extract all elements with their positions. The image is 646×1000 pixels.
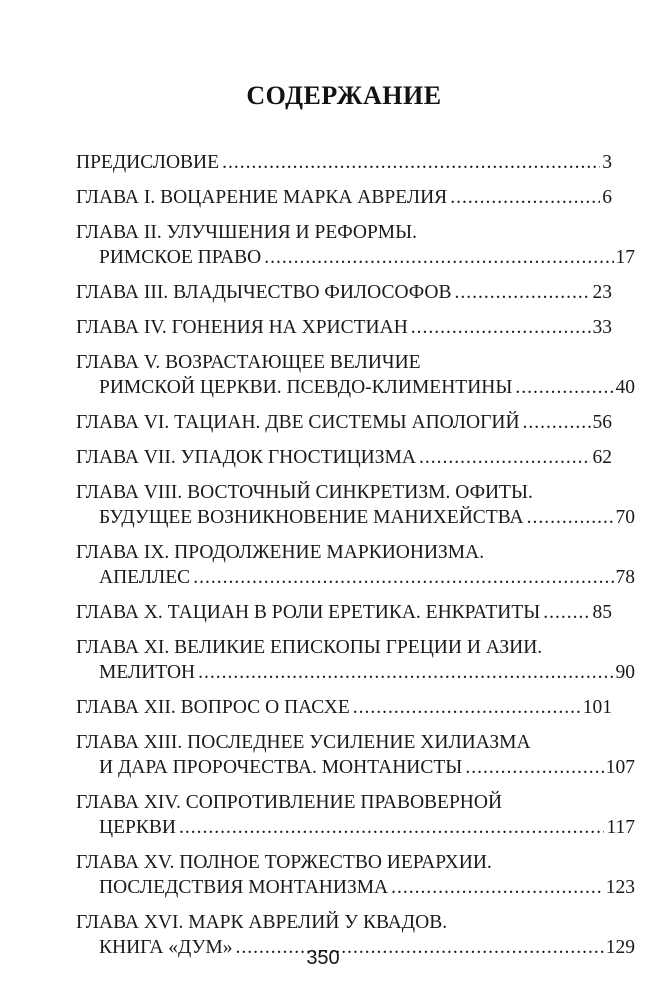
toc-page-number: 123 [605,877,635,898]
toc-entry-first-line: ГЛАВА XVI. МАРК АВРЕЛИЙ У КВАДОВ. [76,912,448,933]
toc-entry-first-line: ГЛАВА XIV. СОПРОТИВЛЕНИЕ ПРАВОВЕРНОЙ [76,792,503,813]
toc-entry-text: И ДАРА ПРОРОЧЕСТВА. МОНТАНИСТЫ [99,757,463,778]
toc-entry-last-line [76,875,635,900]
dot-leader [193,565,613,590]
toc-entry-last-line [76,565,635,590]
toc-entry-text: МЕЛИТОН [99,662,196,683]
toc-entry [76,730,635,780]
toc-list [76,150,635,960]
page-title: СОДЕРЖАНИЕ [246,81,442,110]
toc-page-number: 62 [592,447,612,468]
toc-entry-text: ГЛАВА I. ВОЦАРЕНИЕ МАРКА АВРЕЛИЯ [76,187,448,208]
dot-leader [353,695,581,720]
toc-entry-text: БУДУЩЕЕ ВОЗНИКНОВЕНИЕ МАНИХЕЙСТВА [99,507,524,528]
toc-entry-last-line [76,315,612,340]
toc-entry-last-line [76,445,612,470]
toc-entry [76,850,635,900]
toc-entry-text: ГЛАВА VI. ТАЦИАН. ДВЕ СИСТЕМЫ АПОЛОГИЙ [76,412,520,433]
toc-entry [76,410,612,435]
toc-page-number: 90 [615,662,635,683]
toc-entry [76,350,635,400]
toc-page-number: 78 [615,567,635,588]
toc-page-number: 129 [605,937,635,958]
dot-leader [198,660,613,685]
toc-entry [76,540,635,590]
toc-page-number: 107 [605,757,635,778]
toc-page-number: 17 [615,247,635,268]
toc-page-number: 117 [606,817,635,838]
toc-entry [76,280,612,305]
toc-entry-first-line: ГЛАВА V. ВОЗРАСТАЮЩЕЕ ВЕЛИЧИЕ [76,352,421,373]
toc-entry-text: ЦЕРКВИ [99,817,176,838]
dot-leader [527,505,614,530]
toc-entry [76,150,612,175]
toc-entry-first-line: ГЛАВА XV. ПОЛНОЕ ТОРЖЕСТВО ИЕРАРХИИ. [76,852,492,873]
toc-entry-last-line [76,600,612,625]
dot-leader [264,245,613,270]
toc-entry-last-line [76,150,612,175]
dot-leader [465,755,603,780]
dot-leader [543,600,590,625]
toc-entry-text: ГЛАВА IV. ГОНЕНИЯ НА ХРИСТИАН [76,317,408,338]
toc-entry-text: РИМСКОЙ ЦЕРКВИ. ПСЕВДО-КЛИМЕНТИНЫ [99,377,513,398]
dot-leader [419,445,591,470]
toc-page-number: 101 [582,697,612,718]
dot-leader [450,185,600,210]
toc-entry [76,220,635,270]
dot-leader [455,280,591,305]
toc-page-number: 85 [592,602,612,623]
toc-entry [76,695,612,720]
toc-entry-last-line [76,695,612,720]
toc-entry-text: ГЛАВА VII. УПАДОК ГНОСТИЦИЗМА [76,447,416,468]
toc-entry-first-line: ГЛАВА IX. ПРОДОЛЖЕНИЕ МАРКИОНИЗМА. [76,542,485,563]
toc-entry-text: ПОСЛЕДСТВИЯ МОНТАНИЗМА [99,877,389,898]
toc-entry-last-line [76,815,635,840]
toc-entry [76,480,635,530]
toc-entry [76,315,612,340]
toc-entry-text: АПЕЛЛЕС [99,567,191,588]
toc-page-number: 6 [602,187,612,208]
toc-page-number: 3 [602,152,612,173]
toc-page-number: 33 [592,317,612,338]
toc-entry-last-line [76,280,612,305]
toc-entry-text: КНИГА «ДУМ» [99,937,233,958]
toc-entry-last-line [76,245,635,270]
toc-entry-last-line [76,660,635,685]
toc-entry [76,445,612,470]
page-number-folio: 350 [306,947,340,969]
dot-leader [391,875,604,900]
toc-entry-last-line [76,185,612,210]
toc-entry [76,185,612,210]
toc-entry-text: ГЛАВА X. ТАЦИАН В РОЛИ ЕРЕТИКА. ЕНКРАТИТЫ [76,602,541,623]
toc-entry-first-line: ГЛАВА II. УЛУЧШЕНИЯ И РЕФОРМЫ. [76,222,418,243]
toc-entry-last-line [76,410,612,435]
dot-leader [523,410,591,435]
toc-entry-text: ПРЕДИСЛОВИЕ [76,152,220,173]
toc-entry [76,790,635,840]
dot-leader [411,315,591,340]
toc-page-number: 70 [615,507,635,528]
dot-leader [222,150,600,175]
toc-page-number: 40 [615,377,635,398]
toc-entry [76,600,612,625]
toc-page-number: 23 [592,282,612,303]
dot-leader [179,815,605,840]
toc-entry-first-line: ГЛАВА VIII. ВОСТОЧНЫЙ СИНКРЕТИЗМ. ОФИТЫ. [76,482,533,503]
toc-entry-text: ГЛАВА XII. ВОПРОС О ПАСХЕ [76,697,350,718]
toc-entry [76,635,635,685]
toc-entry-first-line: ГЛАВА XI. ВЕЛИКИЕ ЕПИСКОПЫ ГРЕЦИИ И АЗИИ. [76,637,543,658]
page-content [76,0,635,970]
toc-entry-last-line [76,375,635,400]
toc-entry-last-line [76,505,635,530]
toc-entry-text: РИМСКОЕ ПРАВО [99,247,262,268]
toc-entry-first-line: ГЛАВА XIII. ПОСЛЕДНЕЕ УСИЛЕНИЕ ХИЛИАЗМА [76,732,531,753]
toc-entry-last-line [76,755,635,780]
toc-page-number: 56 [592,412,612,433]
dot-leader [515,375,613,400]
toc-entry-text: ГЛАВА III. ВЛАДЫЧЕСТВО ФИЛОСОФОВ [76,282,452,303]
